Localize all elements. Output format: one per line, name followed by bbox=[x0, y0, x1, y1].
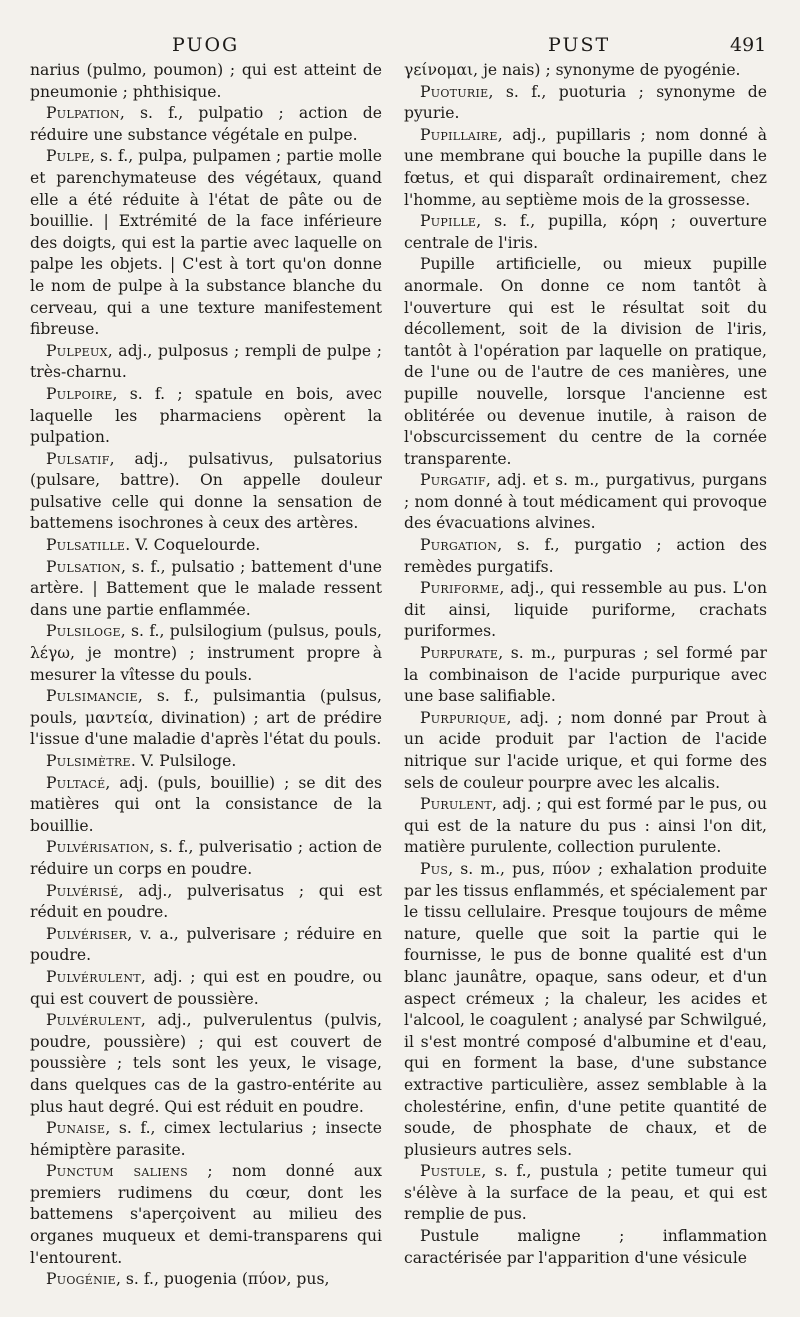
entry-text: , adj., pulverulentus (pulvis, poudre, poussière) ; qui est couvert de poussière ; tels sont les yeux, le visage, dans quelques cas de la gastro-entérite au plus haut degré. Qui est réduit en poudre. bbox=[30, 1011, 382, 1116]
dictionary-entry bbox=[30, 1118, 382, 1161]
dictionary-entry bbox=[404, 1226, 767, 1269]
entry-text: narius (pulmo, poumon) ; qui est atteint de pneumonie ; phthisique. bbox=[30, 61, 382, 101]
entry-headword: Pulsatif bbox=[46, 449, 110, 468]
entry-text: , s. f., pulverisatio ; action de réduire un corps en poudre. bbox=[30, 838, 382, 878]
entry-text: , adj., pulposus ; rempli de pulpe ; très-charnu. bbox=[30, 341, 382, 382]
entry-headword: Pulvériser bbox=[46, 924, 128, 943]
dictionary-entry bbox=[404, 1161, 767, 1226]
entry-text: , adj., pulverisatus ; qui est réduit en poudre. bbox=[30, 881, 382, 922]
dictionary-entry bbox=[30, 557, 382, 622]
entry-headword: Pustule bbox=[420, 1162, 482, 1181]
entry-headword: Pulsatille bbox=[46, 536, 126, 555]
dictionary-entry bbox=[30, 773, 382, 838]
entry-text: , s. f., pupilla, κόρη ; ouverture centrale de l'iris. bbox=[404, 212, 767, 252]
dictionary-entry bbox=[30, 751, 382, 773]
dictionary-entry bbox=[404, 859, 767, 1161]
entry-text: , s. m., purpuras ; sel formé par la combinaison de l'acide purpurique avec une base salifiable. bbox=[404, 644, 767, 706]
dictionary-entry bbox=[404, 470, 767, 535]
dictionary-entry bbox=[30, 1269, 382, 1291]
dictionary-entry bbox=[30, 686, 382, 751]
entry-text: γείνομαι, je nais) ; synonyme de pyogénie. bbox=[404, 61, 741, 79]
entry-headword: Pupillaire bbox=[420, 125, 498, 144]
dictionary-entry bbox=[404, 125, 767, 211]
entry-text: , adj. et s. m., purgativus, purgans ; nom donné à tout médicament qui provoque des évacuations alvines. bbox=[404, 471, 767, 533]
dictionary-entry bbox=[404, 794, 767, 859]
entry-headword: Purpurate bbox=[420, 644, 499, 663]
dictionary-entry bbox=[30, 1161, 382, 1269]
dictionary-entry bbox=[30, 837, 382, 880]
entry-text: , s. f., pustula ; petite tumeur qui s'élève à la surface de la peau, et qui est remplie de pus. bbox=[404, 1162, 767, 1224]
dictionary-entry bbox=[404, 643, 767, 708]
entry-text: Pustule maligne ; inflammation caractérisée par l'apparition d'une vésicule bbox=[404, 1227, 767, 1267]
dictionary-entry bbox=[30, 103, 382, 146]
dictionary-entry bbox=[30, 1010, 382, 1118]
entry-text: , adj. ; qui est en poudre, ou qui est couvert de poussière. bbox=[30, 967, 382, 1008]
entry-headword: Pulvérisé bbox=[46, 881, 119, 900]
dictionary-entry bbox=[30, 384, 382, 449]
entry-headword: Pulsation bbox=[46, 557, 121, 576]
entry-headword: Puogénie bbox=[46, 1270, 116, 1289]
entry-headword: Purpurique bbox=[420, 708, 507, 727]
entry-text: ; nom donné aux premiers rudimens du cœur, dont les battemens s'aperçoivent au milieu des organes muqueux et demi-transparens qui l'entourent. bbox=[30, 1162, 382, 1267]
entry-headword: Punaise bbox=[46, 1119, 106, 1138]
entry-text: . V. Pulsiloge. bbox=[130, 752, 237, 770]
running-head-center: PUST bbox=[548, 34, 611, 56]
running-head-left: PUOG bbox=[172, 34, 240, 56]
dictionary-entry bbox=[30, 449, 382, 535]
entry-headword: Pupille bbox=[420, 212, 477, 231]
entry-text: , v. a., pulverisare ; réduire en poudre. bbox=[30, 924, 382, 965]
entry-text: , s. f. ; spatule en bois, avec laquelle les pharmaciens opèrent la pulpation. bbox=[30, 384, 382, 447]
entry-headword: Pulpeux bbox=[46, 341, 108, 360]
entry-text: , s. m., pus, πύον ; exhalation produite par les tissus enflammés, et spécialement par le tissu cellulaire. Presque toujours de même nature, quelle que soit la partie qui le fournisse, le pus de bonne qualité est d'un blanc jaunâtre, opaque, sans odeur, et d'un aspect crémeux ; la chaleur, les acides et l'alcool, le coagulent ; analysé par Schwilgué, il s'est montré composé d'albumine et d'eau, qui en forment la base, d'une substance extractive particulière, assez semblable à la cholestérine, enfin, d'une petite quantité de soude, de phosphate de chaux, et de plusieurs autres sels. bbox=[404, 859, 767, 1159]
entry-headword: Purgatif bbox=[420, 471, 486, 490]
entry-text: , adj., pulsativus, pulsatorius (pulsare, battre). On appelle douleur pulsative celle qui donne la sensation de battemens isochrones à ceux des artères. bbox=[30, 449, 382, 533]
entry-text: , s. f., pulpatio ; action de réduire une substance végétale en pulpe. bbox=[30, 104, 382, 144]
entry-text: , s. f., puogenia (πύον, pus, bbox=[116, 1270, 330, 1289]
dictionary-entry bbox=[30, 924, 382, 967]
running-head bbox=[0, 34, 800, 58]
entry-text: , adj., qui ressemble au pus. L'on dit ainsi, liquide puriforme, crachats puriformes. bbox=[404, 579, 767, 641]
dictionary-entry bbox=[404, 578, 767, 643]
right-column bbox=[404, 60, 767, 1269]
entry-headword: Purulent bbox=[420, 795, 493, 814]
entry-text: , s. f., pulpa, pulpamen ; partie molle et parenchymateuse des végétaux, quand elle a été réduite à l'état de pâte ou de bouillie. | Extrémité de la face inférieure des doigts, qui est la partie avec laquelle on palpe les objets. | C'est à tort qu'on donne le nom de pulpe à la substance blanche du cerveau, qui a une texture manifestement fibreuse. bbox=[30, 147, 382, 339]
entry-headword: Pus bbox=[420, 859, 449, 878]
dictionary-entry bbox=[404, 211, 767, 254]
entry-text: , s. f., pulsilogium (pulsus, pouls, λέγω, je montre) ; instrument propre à mesurer la vîtesse du pouls. bbox=[30, 622, 382, 684]
dictionary-entry bbox=[404, 254, 767, 470]
entry-headword: Pulvérulent bbox=[46, 1011, 141, 1030]
entry-headword: Pultacé bbox=[46, 773, 106, 792]
entry-text: , s. f., puoturia ; synonyme de pyurie. bbox=[404, 82, 767, 123]
entry-headword: Pulsimètre bbox=[46, 752, 131, 770]
dictionary-entry bbox=[30, 60, 382, 103]
entry-headword: Puoturie bbox=[420, 82, 489, 101]
entry-headword: Pulvérisation bbox=[46, 838, 150, 857]
dictionary-entry bbox=[30, 535, 382, 557]
dictionary-entry bbox=[30, 621, 382, 686]
dictionary-entry bbox=[30, 341, 382, 384]
entry-text: , adj., pupillaris ; nom donné à une membrane qui bouche la pupille dans le fœtus, et qui disparaît ordinairement, chez l'homme, au septième mois de la grossesse. bbox=[404, 125, 767, 209]
left-column bbox=[30, 60, 382, 1291]
dictionary-entry bbox=[30, 146, 382, 340]
entry-headword: Puriforme bbox=[420, 579, 500, 598]
entry-headword: Pulsiloge bbox=[46, 622, 121, 641]
entry-text: , s. f., pulsimantia (pulsus, pouls, μαντεία, divination) ; art de prédire l'issue d'une maladie d'après l'état du pouls. bbox=[30, 687, 382, 749]
entry-headword: Pulpoire bbox=[46, 384, 113, 403]
entry-headword: Pulpation bbox=[46, 104, 120, 123]
dictionary-entry bbox=[404, 60, 767, 82]
entry-text: , s. f., purgatio ; action des remèdes purgatifs. bbox=[404, 536, 767, 576]
entry-text: , s. f., pulsatio ; battement d'une artère. | Battement que le malade ressent dans une partie enflammée. bbox=[30, 557, 382, 619]
entry-text: , adj. (puls, bouillie) ; se dit des matières qui ont la consistance de la bouillie. bbox=[30, 773, 382, 835]
entry-text: , adj. ; nom donné par Prout à un acide produit par l'action de l'acide nitrique sur l'acide urique, et qui forme des sels de couleur pourpre avec les alcalis. bbox=[404, 708, 767, 792]
dictionary-entry bbox=[30, 967, 382, 1010]
entry-text: . V. Coquelourde. bbox=[125, 536, 261, 555]
dictionary-entry bbox=[404, 535, 767, 578]
entry-text: , s. f., cimex lectularius ; insecte hémiptère parasite. bbox=[30, 1119, 382, 1159]
entry-text: , adj. ; qui est formé par le pus, ou qui est de la nature du pus : ainsi l'on dit, matière purulente, collection purulente. bbox=[404, 795, 767, 857]
dictionary-entry bbox=[404, 82, 767, 125]
entry-headword: Purgation bbox=[420, 536, 498, 555]
dictionary-entry bbox=[404, 708, 767, 794]
entry-headword: Pulsimancie bbox=[46, 687, 138, 706]
entry-headword: Punctum saliens bbox=[46, 1162, 188, 1181]
entry-text: Pupille artificielle, ou mieux pupille anormale. On donne ce nom tantôt à l'ouverture qui est le résultat soit du décollement, soit de la division de l'iris, tantôt à l'opération par laquelle on pratique, de l'une ou de l'autre de ces manières, une pupille nouvelle, lorsque l'ancienne est oblitérée ou devenue inutile, à raison de l'obscurcissement du centre de la cornée transparente. bbox=[404, 255, 767, 468]
entry-headword: Pulvérulent bbox=[46, 967, 141, 986]
entry-headword: Pulpe bbox=[46, 147, 90, 166]
page-number: 491 bbox=[730, 34, 767, 56]
dictionary-entry bbox=[30, 881, 382, 924]
